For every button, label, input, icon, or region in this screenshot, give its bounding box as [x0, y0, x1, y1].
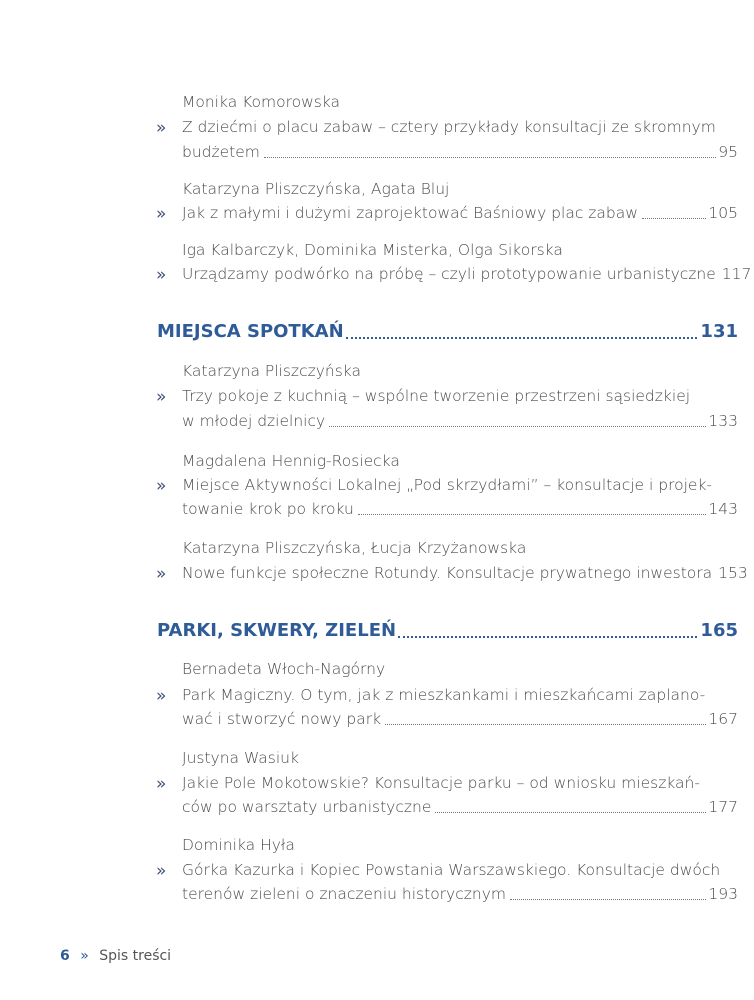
toc-entry-link[interactable] — [182, 264, 752, 284]
toc-author: Katarzyna Pliszczyńska — [182, 362, 361, 380]
dot-leader — [435, 811, 706, 813]
toc-title-line: Jak z małymi i dużymi zaprojektować Baśniowy plac zabaw — [182, 204, 638, 222]
section-title: PARKI, SKWERY, ZIELEŃ — [157, 620, 397, 641]
page-number: 167 — [708, 710, 738, 728]
page-number: 117 — [721, 265, 752, 283]
chevron-bullet-icon: » — [156, 774, 167, 794]
toc-title-line: terenów zieleni o znaczeniu historycznym — [182, 885, 506, 903]
page-number: 105 — [708, 204, 738, 222]
toc-entry-link[interactable] — [182, 203, 738, 223]
dot-leader — [510, 898, 706, 900]
section-title: MIEJSCA SPOTKAŃ — [157, 321, 344, 342]
chevron-bullet-icon: » — [156, 564, 167, 584]
chevron-bullet-icon: » — [156, 204, 167, 224]
toc-entry-link[interactable] — [182, 709, 738, 729]
chevron-bullet-icon: » — [156, 118, 167, 138]
dot-leader — [398, 634, 697, 638]
toc-title-line[interactable]: Górka Kazurka i Kopiec Powstania Warszawskiego. Konsultacje dwóch — [182, 861, 721, 879]
toc-author: Katarzyna Pliszczyńska, Łucja Krzyżanowska — [182, 539, 527, 557]
page-number: 143 — [708, 500, 738, 518]
chevron-bullet-icon: » — [156, 861, 167, 881]
toc-entry-link[interactable] — [182, 797, 738, 817]
toc-author: Justyna Wasiuk — [182, 749, 299, 767]
toc-title-line: Urządzamy podwórko na próbę – czyli prototypowanie urbanistyczne — [182, 265, 716, 283]
dot-leader — [346, 335, 698, 339]
toc-author: Monika Komorowska — [182, 93, 341, 111]
chevron-bullet-icon: » — [156, 476, 167, 496]
dot-leader — [642, 217, 706, 219]
dot-leader — [264, 156, 716, 158]
page-number: 193 — [708, 885, 738, 903]
footer-label: Spis treści — [99, 948, 172, 964]
toc-entry-link[interactable] — [182, 884, 738, 904]
toc-author: Magdalena Hennig-Rosiecka — [182, 452, 400, 470]
chevron-bullet-icon: » — [156, 686, 167, 706]
toc-entry-link[interactable] — [182, 142, 738, 162]
toc-title-line: budżetem — [182, 143, 260, 161]
page-number: 133 — [708, 412, 738, 430]
toc-author: Katarzyna Pliszczyńska, Agata Bluj — [182, 180, 450, 198]
toc-author: Iga Kalbarczyk, Dominika Misterka, Olga Sikorska — [182, 241, 563, 259]
chevron-bullet-icon: » — [156, 387, 167, 407]
chevron-bullet-icon: » — [156, 265, 167, 285]
toc-title-line[interactable]: Z dziećmi o placu zabaw – cztery przykłady konsultacji ze skromnym — [182, 118, 716, 136]
footer-separator: » — [80, 948, 89, 964]
toc-title-line: Nowe funkcje społeczne Rotundy. Konsultacje prywatnego inwestora — [182, 564, 713, 582]
footer-page-number: 6 — [60, 948, 70, 964]
toc-title-line[interactable]: Park Magiczny. O tym, jak z mieszkankami i mieszkańcami zaplano- — [182, 686, 706, 704]
toc-title-line[interactable]: Jakie Pole Mokotowskie? Konsultacje parku – od wniosku mieszkań- — [182, 774, 700, 792]
page-footer — [60, 948, 171, 964]
toc-author: Dominika Hyła — [182, 836, 295, 854]
toc-title-line: w młodej dzielnicy — [182, 412, 326, 430]
toc-entry-link[interactable] — [182, 411, 738, 431]
toc-author: Bernadeta Włoch-Nagórny — [182, 660, 386, 678]
dot-leader — [358, 513, 707, 515]
toc-title-line: ców po warsztaty urbanistyczne — [182, 798, 432, 816]
section-page-number: 165 — [700, 620, 738, 641]
section-heading-miejsca-spotkan[interactable] — [157, 321, 738, 343]
page-number: 95 — [718, 143, 738, 161]
dot-leader — [329, 425, 706, 427]
page-number: 153 — [718, 564, 748, 582]
toc-title-line[interactable]: Miejsce Aktywności Lokalnej „Pod skrzydłami” – konsultacje i projek- — [182, 476, 713, 494]
toc-title-line[interactable]: Trzy pokoje z kuchnią – wspólne tworzenie przestrzeni sąsiedzkiej — [182, 387, 691, 405]
toc-entry-link[interactable] — [182, 499, 738, 519]
toc-title-line: towanie krok po kroku — [182, 500, 354, 518]
toc-title-line: wać i stworzyć nowy park — [182, 710, 382, 728]
section-heading-parki-skwery-zielen[interactable] — [157, 620, 738, 642]
toc-entry-link[interactable] — [182, 563, 748, 583]
dot-leader — [385, 723, 706, 725]
section-page-number: 131 — [700, 321, 738, 342]
page-number: 177 — [708, 798, 738, 816]
